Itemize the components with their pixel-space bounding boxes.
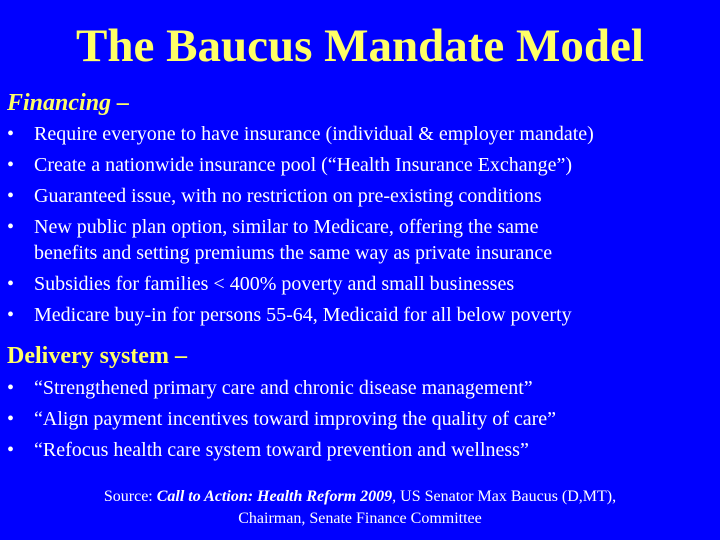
delivery-bullet-text: “Strengthened primary care and chronic disease management”	[34, 377, 533, 399]
financing-bullet-text: Guaranteed issue, with no restriction on pre-existing conditions	[34, 185, 542, 207]
bullet-dot-icon: •	[7, 185, 15, 207]
delivery-bullet	[0, 375, 720, 401]
delivery-bullet-text: “Refocus health care system toward prevention and wellness”	[34, 439, 529, 461]
slide-title: The Baucus Mandate Model	[76, 20, 644, 72]
bullet-dot-icon: •	[7, 123, 15, 145]
delivery-bullet	[0, 406, 720, 432]
bullet-dot-icon: •	[7, 216, 15, 238]
financing-bullet-text: Create a nationwide insurance pool (“Health Insurance Exchange”)	[34, 154, 573, 176]
financing-bullet-continuation	[0, 240, 720, 266]
source-line-1	[0, 486, 720, 508]
financing-heading: Financing –	[7, 90, 130, 116]
financing-bullet	[0, 121, 720, 147]
financing-bullet	[0, 152, 720, 178]
bullet-dot-icon: •	[7, 439, 15, 461]
delivery-heading: Delivery system –	[7, 343, 187, 369]
financing-bullet-text: benefits and setting premiums the same way as private insurance	[34, 242, 553, 264]
bullet-dot-icon: •	[7, 154, 15, 176]
bullet-dot-icon: •	[7, 304, 15, 326]
financing-bullet-list	[0, 121, 720, 333]
source-label: Source:	[103, 488, 157, 505]
source-author: , US Senator Max Baucus (D,MT),	[392, 488, 617, 505]
financing-bullet	[0, 183, 720, 209]
financing-bullet	[0, 302, 720, 328]
source-line-2: Chairman, Senate Finance Committee	[238, 510, 482, 527]
bullet-dot-icon: •	[7, 273, 15, 295]
financing-bullet	[0, 271, 720, 297]
financing-bullet-text: Medicare buy-in for persons 55-64, Medicaid for all below poverty	[34, 304, 572, 326]
financing-bullet	[0, 214, 720, 240]
delivery-bullet	[0, 437, 720, 463]
financing-bullet-text: Subsidies for families < 400% poverty and small businesses	[34, 273, 515, 295]
bullet-dot-icon: •	[7, 377, 15, 399]
source-publication: Call to Action: Health Reform 2009	[156, 488, 393, 505]
delivery-bullet-list	[0, 375, 720, 468]
source-citation	[0, 486, 720, 530]
bullet-dot-icon: •	[7, 408, 15, 430]
delivery-bullet-text: “Align payment incentives toward improving the quality of care”	[34, 408, 557, 430]
financing-bullet-text: New public plan option, similar to Medicare, offering the same	[34, 216, 539, 238]
financing-bullet-text: Require everyone to have insurance (individual & employer mandate)	[34, 123, 594, 145]
